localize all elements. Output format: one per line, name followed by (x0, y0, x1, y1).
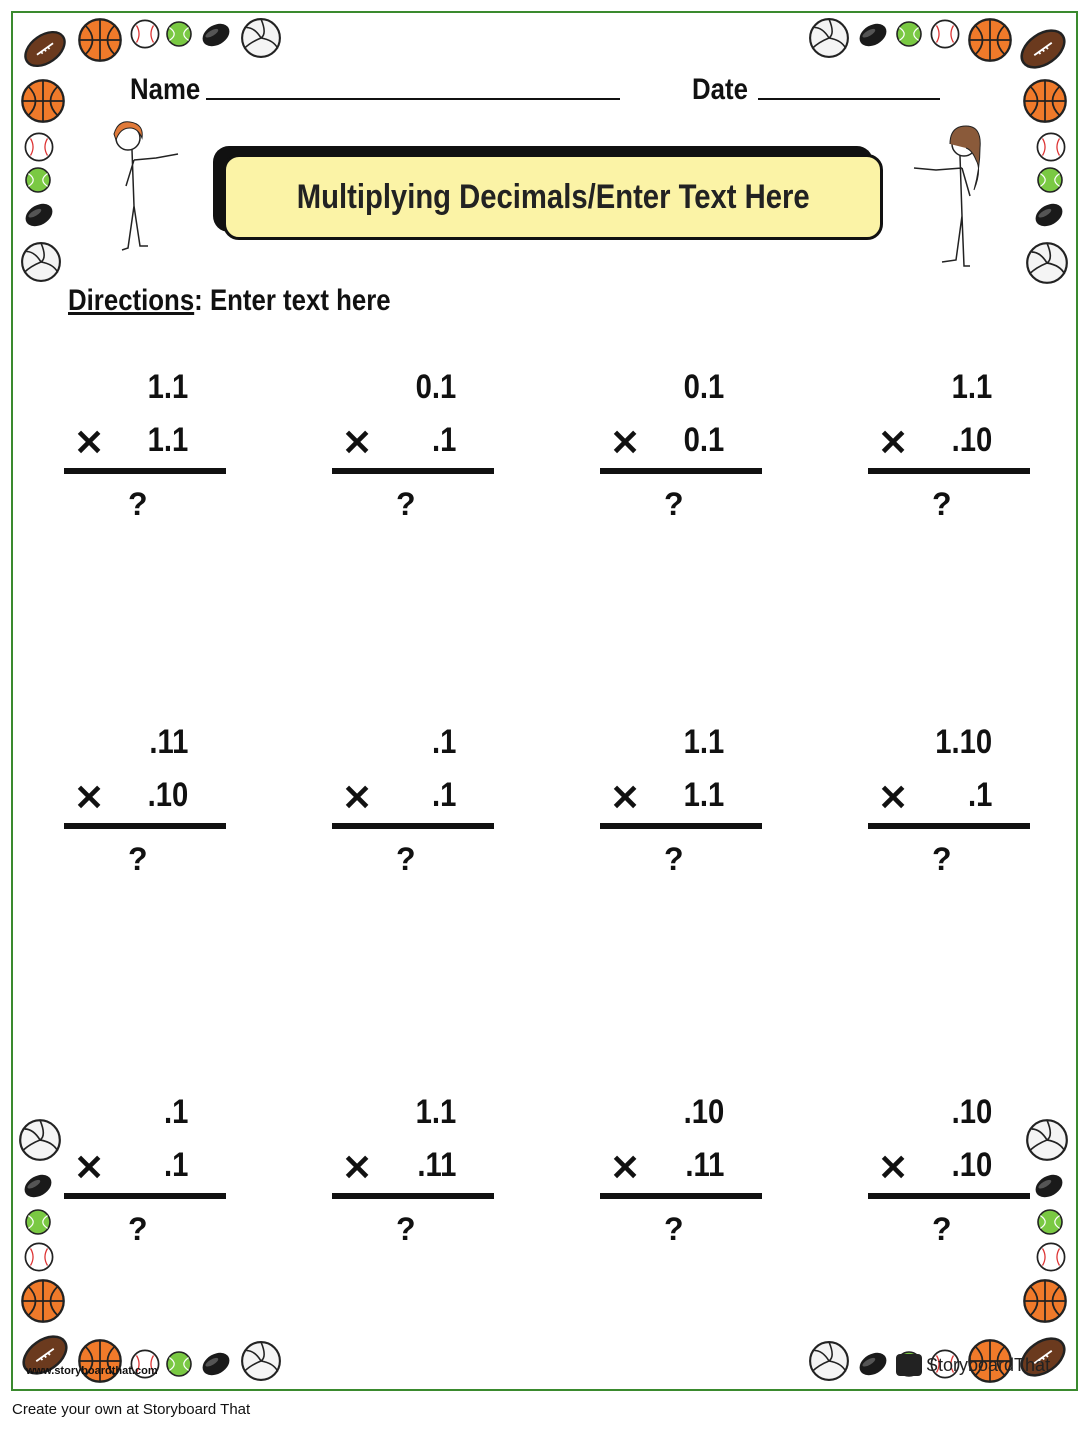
answer-rule (64, 468, 226, 474)
baseball-icon (1034, 130, 1068, 164)
hockey-puck-icon (855, 1346, 891, 1382)
answer-placeholder[interactable]: ? (664, 1211, 684, 1247)
volleyball-icon (20, 241, 62, 283)
baseball-icon (1034, 1240, 1068, 1274)
multiply-icon: ✕ (610, 1147, 641, 1188)
watermark-logo (896, 1354, 1050, 1376)
answer-rule (332, 468, 494, 474)
multiplier: .10 (147, 776, 188, 814)
problem-2 (332, 368, 494, 538)
multiplier: .10 (951, 1146, 992, 1184)
volleyball-icon (240, 17, 282, 59)
answer-rule (600, 468, 762, 474)
basketball-icon (77, 17, 123, 63)
multiplicand: 1.1 (415, 1093, 456, 1131)
multiply-icon: ✕ (878, 1147, 909, 1188)
football-icon (22, 26, 68, 72)
multiply-icon: ✕ (610, 777, 641, 818)
problem-8 (868, 723, 1030, 893)
multiplier: 1.1 (147, 421, 188, 459)
volleyball-icon (808, 1340, 850, 1382)
name-label: Name (130, 73, 201, 106)
answer-rule (868, 823, 1030, 829)
multiply-icon: ✕ (878, 777, 909, 818)
multiplicand: 1.1 (147, 368, 188, 406)
answer-placeholder[interactable]: ? (128, 841, 148, 877)
hockey-puck-icon (855, 17, 891, 53)
answer-rule (868, 1193, 1030, 1199)
answer-placeholder[interactable]: ? (664, 486, 684, 522)
problem-12 (868, 1093, 1030, 1263)
baseball-icon (128, 17, 162, 51)
hockey-puck-icon (21, 197, 57, 233)
page-title: Multiplying Decimals/Enter Text Here (296, 177, 810, 216)
hockey-puck-icon (198, 17, 234, 53)
problem-3 (600, 368, 762, 538)
answer-placeholder[interactable]: ? (932, 841, 952, 877)
multiplier: 1.1 (683, 776, 724, 814)
answer-rule (600, 823, 762, 829)
multiplicand: 0.1 (415, 368, 456, 406)
multiplier: 0.1 (683, 421, 724, 459)
hockey-puck-icon (1031, 197, 1067, 233)
multiply-icon: ✕ (342, 422, 373, 463)
footer-text[interactable]: Create your own at Storyboard That (12, 1401, 251, 1418)
tennis-ball-icon (163, 1348, 195, 1380)
storyboard-logo-icon (896, 1354, 922, 1376)
problem-7 (600, 723, 762, 893)
directions-text: : Enter text here (194, 284, 391, 317)
problem-6 (332, 723, 494, 893)
multiplicand: 1.10 (935, 723, 992, 761)
answer-placeholder[interactable]: ? (396, 841, 416, 877)
answer-rule (868, 468, 1030, 474)
name-line[interactable] (206, 98, 620, 100)
multiply-icon: ✕ (342, 1147, 373, 1188)
multiply-icon: ✕ (74, 777, 105, 818)
hockey-puck-icon (198, 1346, 234, 1382)
basketball-icon (967, 17, 1013, 63)
baseball-icon (928, 17, 962, 51)
multiplicand: .11 (148, 723, 188, 761)
answer-placeholder[interactable]: ? (664, 841, 684, 877)
teacher-figure-right (906, 120, 992, 270)
problem-5 (64, 723, 226, 893)
teacher-figure-left (104, 116, 184, 256)
multiplier: .1 (163, 1146, 188, 1184)
basketball-icon (20, 78, 66, 124)
multiplier: .1 (431, 421, 456, 459)
tennis-ball-icon (1034, 164, 1066, 196)
basketball-icon (1022, 78, 1068, 124)
hockey-puck-icon (20, 1168, 56, 1204)
basketball-icon (20, 1278, 66, 1324)
multiply-icon: ✕ (878, 422, 909, 463)
multiplicand: .10 (951, 1093, 992, 1131)
answer-placeholder[interactable]: ? (128, 1211, 148, 1247)
answer-placeholder[interactable]: ? (128, 486, 148, 522)
tennis-ball-icon (163, 18, 195, 50)
multiply-icon: ✕ (342, 777, 373, 818)
answer-rule (332, 823, 494, 829)
multiplicand: .1 (163, 1093, 188, 1131)
tennis-ball-icon (22, 164, 54, 196)
multiplier: .10 (951, 421, 992, 459)
volleyball-icon (1025, 1118, 1069, 1162)
problem-10 (332, 1093, 494, 1263)
problem-9 (64, 1093, 226, 1263)
answer-placeholder[interactable]: ? (932, 486, 952, 522)
multiply-icon: ✕ (610, 422, 641, 463)
hockey-puck-icon (1031, 1168, 1067, 1204)
date-label: Date (692, 73, 748, 106)
volleyball-icon (1025, 241, 1069, 285)
baseball-icon (22, 1240, 56, 1274)
multiplicand: .1 (431, 723, 456, 761)
football-icon (1018, 24, 1068, 74)
multiplicand: 0.1 (683, 368, 724, 406)
volleyball-icon (808, 17, 850, 59)
answer-rule (600, 1193, 762, 1199)
problem-1 (64, 368, 226, 538)
multiplicand: .10 (683, 1093, 724, 1131)
watermark-brand: StoryboardThat (926, 1354, 1051, 1375)
volleyball-icon (240, 1340, 282, 1382)
multiplicand: 1.1 (951, 368, 992, 406)
watermark-url: www.storyboardthat.com (26, 1365, 158, 1377)
tennis-ball-icon (1034, 1206, 1066, 1238)
multiplier: .1 (967, 776, 992, 814)
problem-11 (600, 1093, 762, 1263)
multiplicand: 1.1 (683, 723, 724, 761)
answer-placeholder[interactable]: ? (932, 1211, 952, 1247)
date-line[interactable] (758, 98, 940, 100)
answer-placeholder[interactable]: ? (396, 486, 416, 522)
tennis-ball-icon (893, 18, 925, 50)
answer-placeholder[interactable]: ? (396, 1211, 416, 1247)
multiplier: .1 (431, 776, 456, 814)
directions-label: Directions (68, 284, 195, 317)
tennis-ball-icon (22, 1206, 54, 1238)
basketball-icon (1022, 1278, 1068, 1324)
directions[interactable] (68, 284, 391, 318)
answer-rule (64, 1193, 226, 1199)
title-box[interactable] (223, 154, 883, 240)
baseball-icon (22, 130, 56, 164)
multiplier: .11 (684, 1146, 724, 1184)
multiply-icon: ✕ (74, 422, 105, 463)
multiply-icon: ✕ (74, 1147, 105, 1188)
multiplier: .11 (416, 1146, 456, 1184)
basketball-icon (77, 1338, 123, 1384)
problem-4 (868, 368, 1030, 538)
volleyball-icon (18, 1118, 62, 1162)
answer-rule (64, 823, 226, 829)
answer-rule (332, 1193, 494, 1199)
